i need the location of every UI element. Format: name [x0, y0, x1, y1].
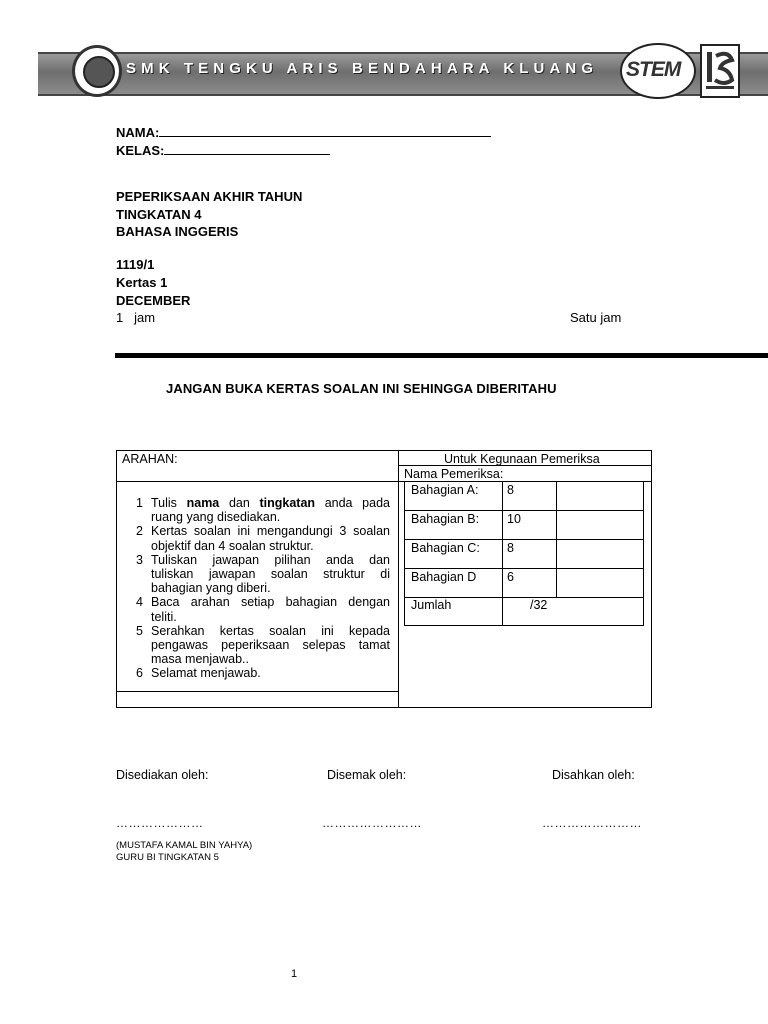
stem-logo-text: STEM: [626, 58, 681, 81]
name-field: NAMA:: [116, 124, 491, 140]
section-marks: 8: [507, 483, 514, 497]
prepared-by-label: Disediakan oleh:: [116, 768, 209, 782]
instruction-item: 1 Tulis nama dan tingkatan anda pada: [136, 496, 390, 510]
section-marks: 8: [507, 541, 514, 555]
anniversary-emblem-icon: [700, 44, 740, 98]
total-value: /32: [530, 598, 548, 612]
section-marks: 10: [507, 512, 521, 526]
section-label: Bahagian B:: [411, 512, 480, 526]
section-label: Bahagian A:: [411, 483, 479, 497]
instructions-heading-rule: [116, 481, 398, 482]
teacher-name: (MUSTAFA KAMAL BIN YAHYA): [116, 840, 253, 851]
divider-rule: [115, 353, 768, 358]
exam-duration: 1 jam: [116, 310, 156, 325]
instructions-list: 1 Tulis nama dan tingkatan anda pada ruang yang disediakan. 2 Kertas soalan ini mengandungi 3 soalan objektif dan 4 soalan struktur. 3 Tuliskan jawapan pilihan anda dan tuliskan jawapan soalan struktur di bahagian yang diberi. 4 Baca arahan setiap bahagian dengan teliti. 5 Serahkan kertas soalan ini kepada pengawas peperiksaan selepas tamat masa menjawab.. 6 Selamat menjawab.: [136, 496, 390, 681]
exam-duration-words: Satu jam: [570, 310, 622, 325]
school-name: SMK TENGKU ARIS BENDAHARA KLUANG: [126, 60, 599, 77]
instruction-item: 5 Serahkan kertas soalan ini kepada: [136, 623, 390, 638]
exam-paper: Kertas 1: [116, 275, 168, 290]
section-label: Bahagian D: [411, 570, 477, 584]
table-column-divider: [398, 450, 399, 708]
section-marks: 6: [507, 570, 514, 584]
approved-by-label: Disahkan oleh:: [552, 768, 635, 782]
instruction-item: 2 Kertas soalan ini mengandungi 3 soalan: [136, 524, 390, 539]
instruction-item: 4 Baca arahan setiap bahagian dengan: [136, 595, 390, 610]
prepared-signature-line: …………………: [116, 816, 204, 830]
total-label: Jumlah: [411, 598, 452, 612]
exam-month: DECEMBER: [116, 293, 191, 308]
examiner-heading: Untuk Kegunaan Pemeriksa: [444, 452, 600, 466]
exam-subject: BAHASA INGGERIS: [116, 224, 239, 239]
examiner-name-label: Nama Pemeriksa:: [404, 467, 504, 481]
page-number: 1: [291, 968, 298, 980]
school-crest-icon: [72, 45, 122, 97]
exam-code: 1119/1: [116, 257, 155, 272]
checked-by-label: Disemak oleh:: [327, 768, 407, 782]
instructions-heading: ARAHAN:: [122, 452, 178, 466]
name-blank-line: [159, 124, 491, 137]
class-blank-line: [164, 142, 330, 155]
approved-signature-line: ……………………: [542, 816, 642, 830]
exam-title: PEPERIKSAAN AKHIR TAHUN: [116, 189, 303, 204]
teacher-role: GURU BI TINGKATAN 5: [116, 852, 219, 863]
instruction-item: 6 Selamat menjawab.: [136, 666, 261, 681]
do-not-open-warning: JANGAN BUKA KERTAS SOALAN INI SEHINGGA DIBERITAHU: [166, 381, 557, 396]
exam-form: TINGKATAN 4: [116, 207, 202, 222]
checked-signature-line: ……………………: [322, 816, 422, 830]
class-field: KELAS:: [116, 142, 330, 158]
section-label: Bahagian C:: [411, 541, 480, 555]
instruction-item: 3 Tuliskan jawapan pilihan anda dan: [136, 552, 390, 567]
marks-grid-col-divider: [502, 481, 503, 626]
instructions-bottom-rule: [116, 691, 398, 692]
